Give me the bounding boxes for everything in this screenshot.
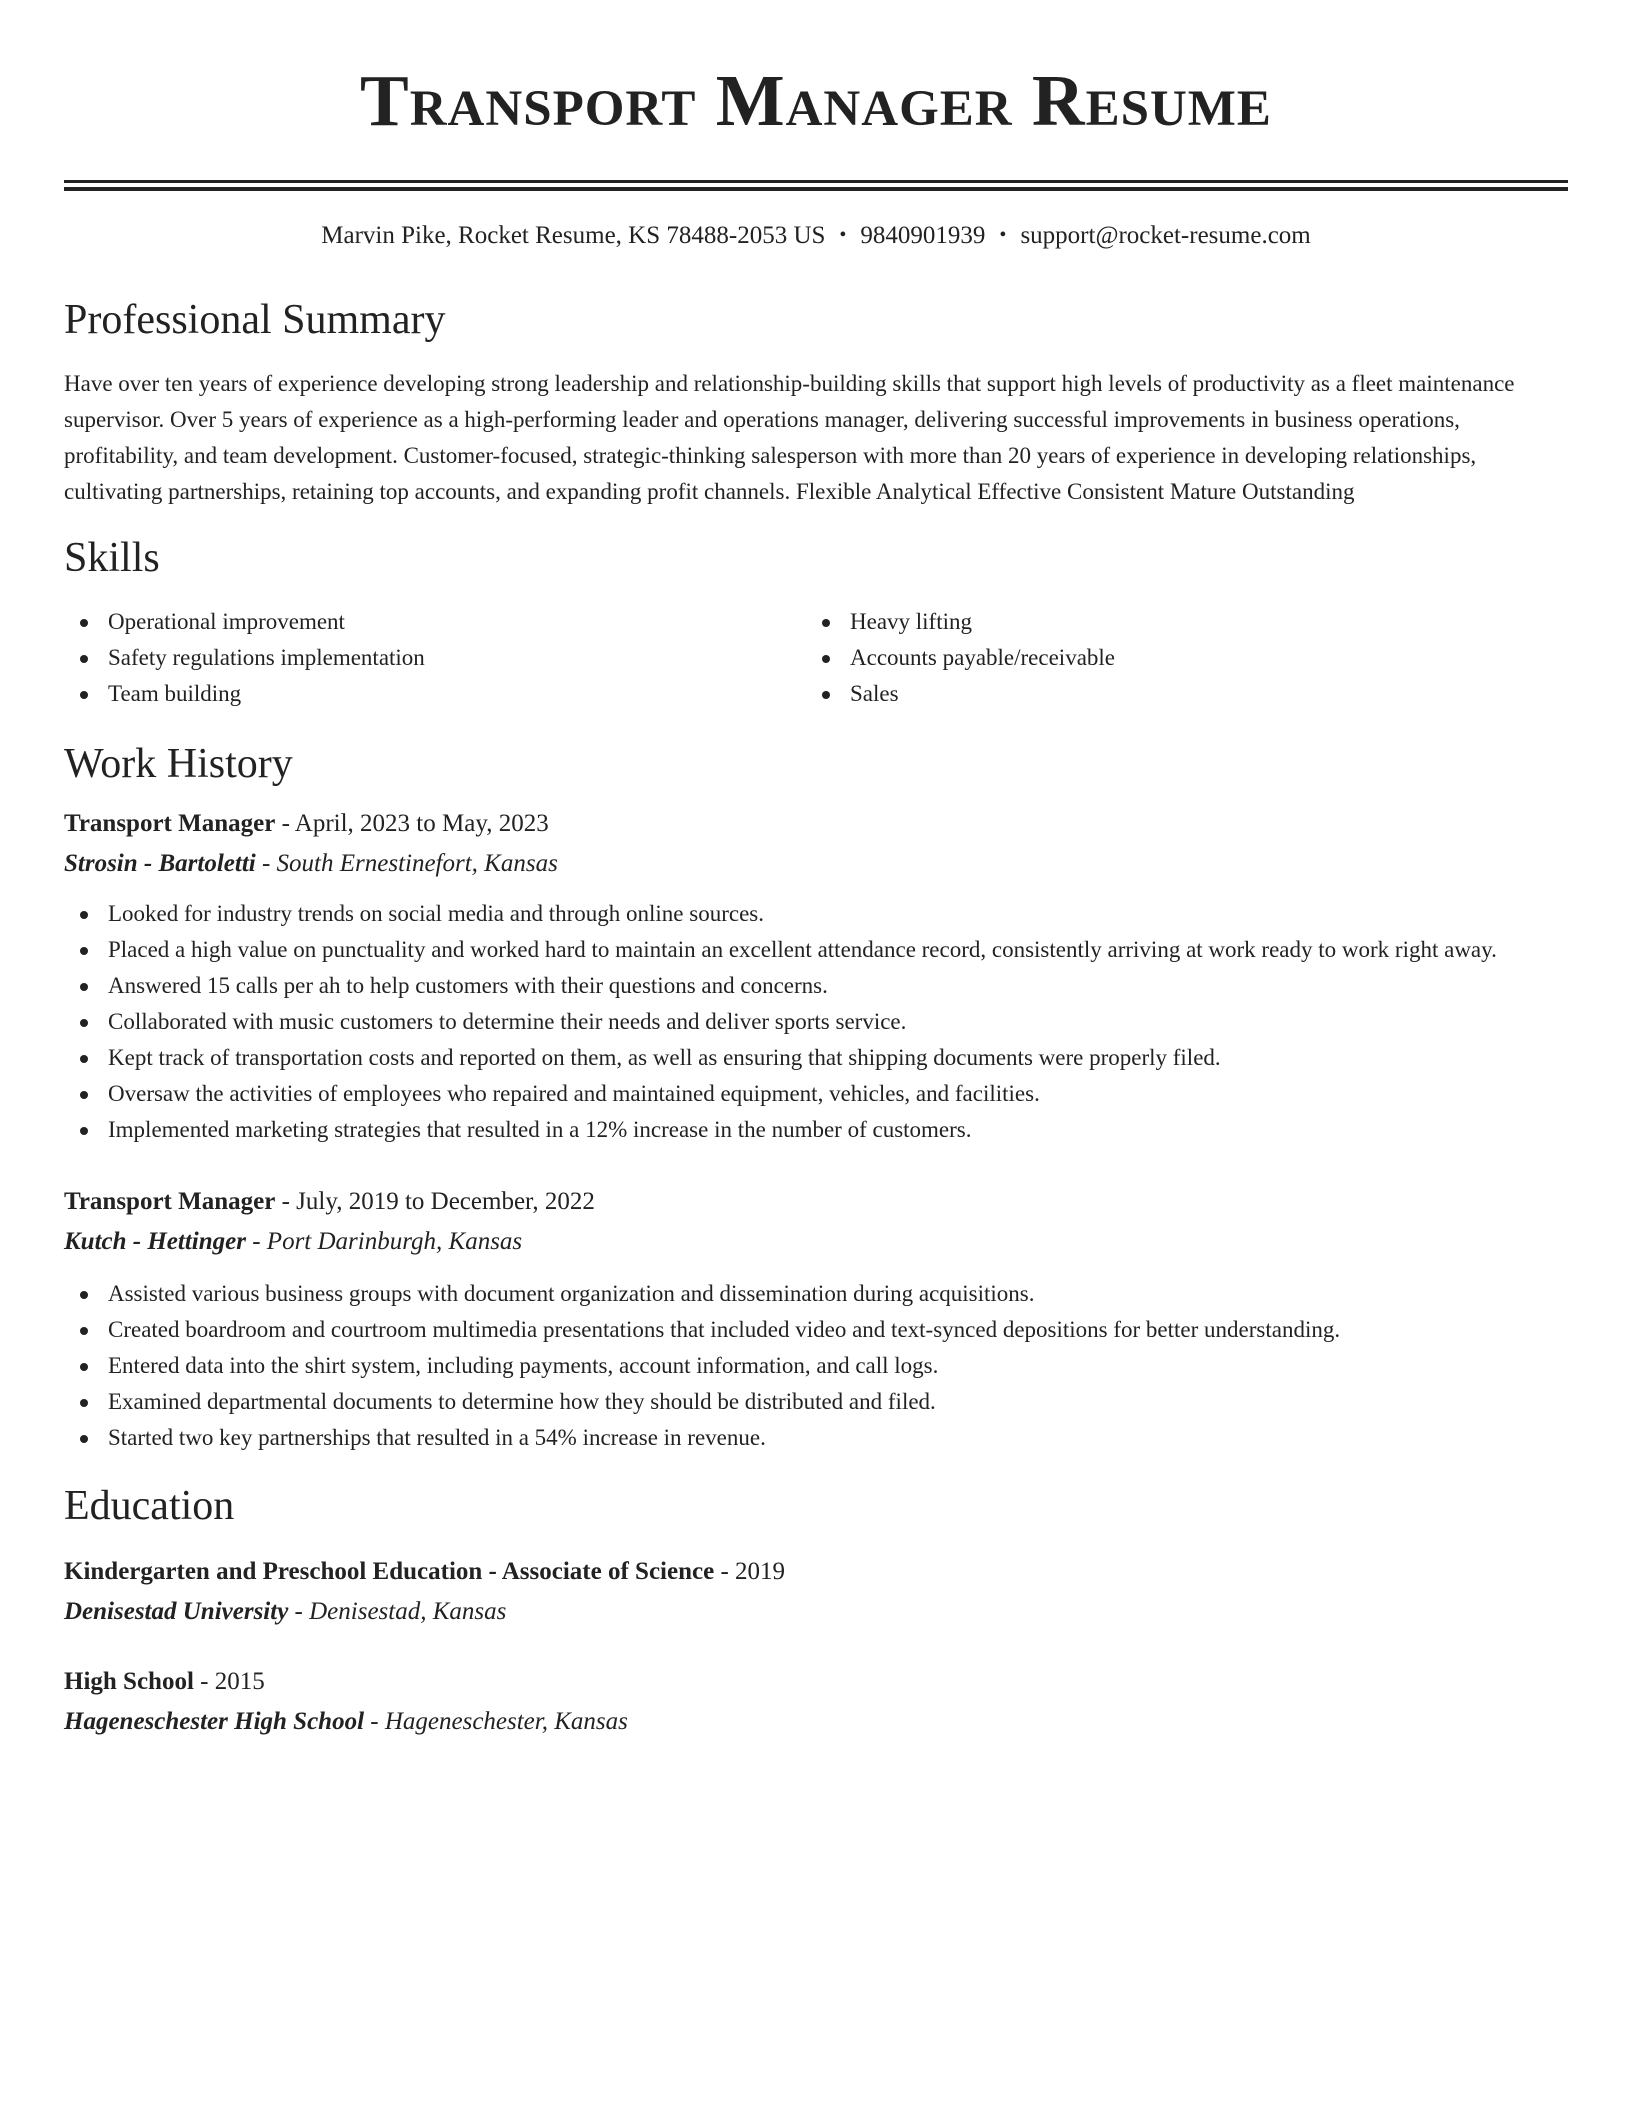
education-entry (64, 1662, 1568, 1742)
job-duty: Implemented marketing strategies that resulted in a 12% increase in the number of customers. (64, 1112, 1568, 1148)
contact-separator: • (999, 224, 1007, 246)
job-company: Strosin - Bartoletti (64, 850, 256, 877)
job-duty: Answered 15 calls per ah to help customers with their questions and concerns. (64, 968, 1568, 1004)
school-location: - Denisestad, Kansas (288, 1598, 507, 1625)
school-line (64, 1702, 1568, 1742)
job-title-line (64, 1182, 1568, 1222)
job-location: - Port Darinburgh, Kansas (245, 1228, 523, 1255)
job-duty: Looked for industry trends on social media and through online sources. (64, 896, 1568, 932)
skills-heading: Skills (64, 535, 160, 581)
degree-year: - 2019 (714, 1558, 786, 1585)
job-duty: Examined departmental documents to determine how they should be distributed and filed. (64, 1384, 1568, 1420)
title-double-rule (64, 180, 1568, 191)
contact-email: support@rocket-resume.com (1020, 222, 1311, 249)
job-duty: Entered data into the shirt system, including payments, account information, and call logs. (64, 1348, 1568, 1384)
job-duty: Placed a high value on punctuality and worked hard to maintain an excellent attendance record, consistently arriving at work ready to work right away. (64, 932, 1568, 968)
degree-name: Kindergarten and Preschool Education - Associate of Science (64, 1558, 715, 1585)
summary-heading: Professional Summary (64, 297, 446, 343)
job-duty: Oversaw the activities of employees who repaired and maintained equipment, vehicles, and facilities. (64, 1076, 1568, 1112)
school-location: - Hageneschester, Kansas (364, 1708, 628, 1735)
contact-line (64, 217, 1568, 254)
contact-separator: • (839, 224, 847, 246)
job-duties (64, 896, 1568, 1148)
job-dates: - July, 2019 to December, 2022 (275, 1188, 595, 1215)
contact-address: Marvin Pike, Rocket Resume, KS 78488-2053 US (321, 222, 826, 249)
skill-item: Heavy lifting (806, 604, 1548, 640)
job-duty: Started two key partnerships that resulted in a 54% increase in revenue. (64, 1420, 1568, 1456)
job-title-line (64, 804, 1568, 844)
job-duty: Collaborated with music customers to determine their needs and deliver sports service. (64, 1004, 1568, 1040)
job-company: Kutch - Hettinger (64, 1228, 246, 1255)
degree-name: High School (64, 1668, 194, 1695)
skills-list (64, 604, 1568, 712)
job-location: - South Ernestinefort, Kansas (255, 850, 558, 877)
school-line (64, 1592, 1568, 1632)
job-dates: - April, 2023 to May, 2023 (275, 810, 549, 837)
skills-column-left (64, 604, 806, 712)
job-duty: Kept track of transportation costs and reported on them, as well as ensuring that shipping documents were properly filed. (64, 1040, 1568, 1076)
job-entry (64, 1182, 1568, 1456)
skill-item: Operational improvement (64, 604, 806, 640)
job-company-line (64, 1222, 1568, 1262)
skills-column-right (806, 604, 1548, 712)
job-company-line (64, 844, 1568, 884)
job-duty: Created boardroom and courtroom multimedia presentations that included video and text-synced depositions for better understanding. (64, 1312, 1568, 1348)
job-title: Transport Manager (64, 1188, 276, 1215)
resume-title: Transport Manager Resume (360, 60, 1272, 141)
skill-item: Sales (806, 676, 1548, 712)
work-history-heading: Work History (64, 741, 293, 787)
degree-year: - 2015 (193, 1668, 265, 1695)
job-title: Transport Manager (64, 810, 276, 837)
school-name: Hageneschester High School (64, 1708, 365, 1735)
skill-item: Safety regulations implementation (64, 640, 806, 676)
school-name: Denisestad University (64, 1598, 289, 1625)
job-duties (64, 1276, 1568, 1456)
skill-item: Accounts payable/receivable (806, 640, 1548, 676)
degree-line (64, 1552, 1568, 1592)
skill-item: Team building (64, 676, 806, 712)
contact-phone: 9840901939 (860, 222, 986, 249)
summary-text: Have over ten years of experience developing strong leadership and relationship-building skills that support high levels of productivity as a fleet maintenance supervisor. Over 5 years of experience as a high-performing leader and operations manager, delivering successful improvements in business operations, profitability, and team development. Customer-focused, strategic-thinking salesperson with more than 20 years of experience in developing relationships, cultivating partnerships, retaining top accounts, and expanding profit channels. Flexible Analytical Effective Consistent Mature Outstanding (64, 371, 1515, 504)
job-entry (64, 804, 1568, 1148)
education-entry (64, 1552, 1568, 1632)
job-duty: Assisted various business groups with document organization and dissemination during acquisitions. (64, 1276, 1568, 1312)
degree-line (64, 1662, 1568, 1702)
education-heading: Education (64, 1483, 235, 1529)
